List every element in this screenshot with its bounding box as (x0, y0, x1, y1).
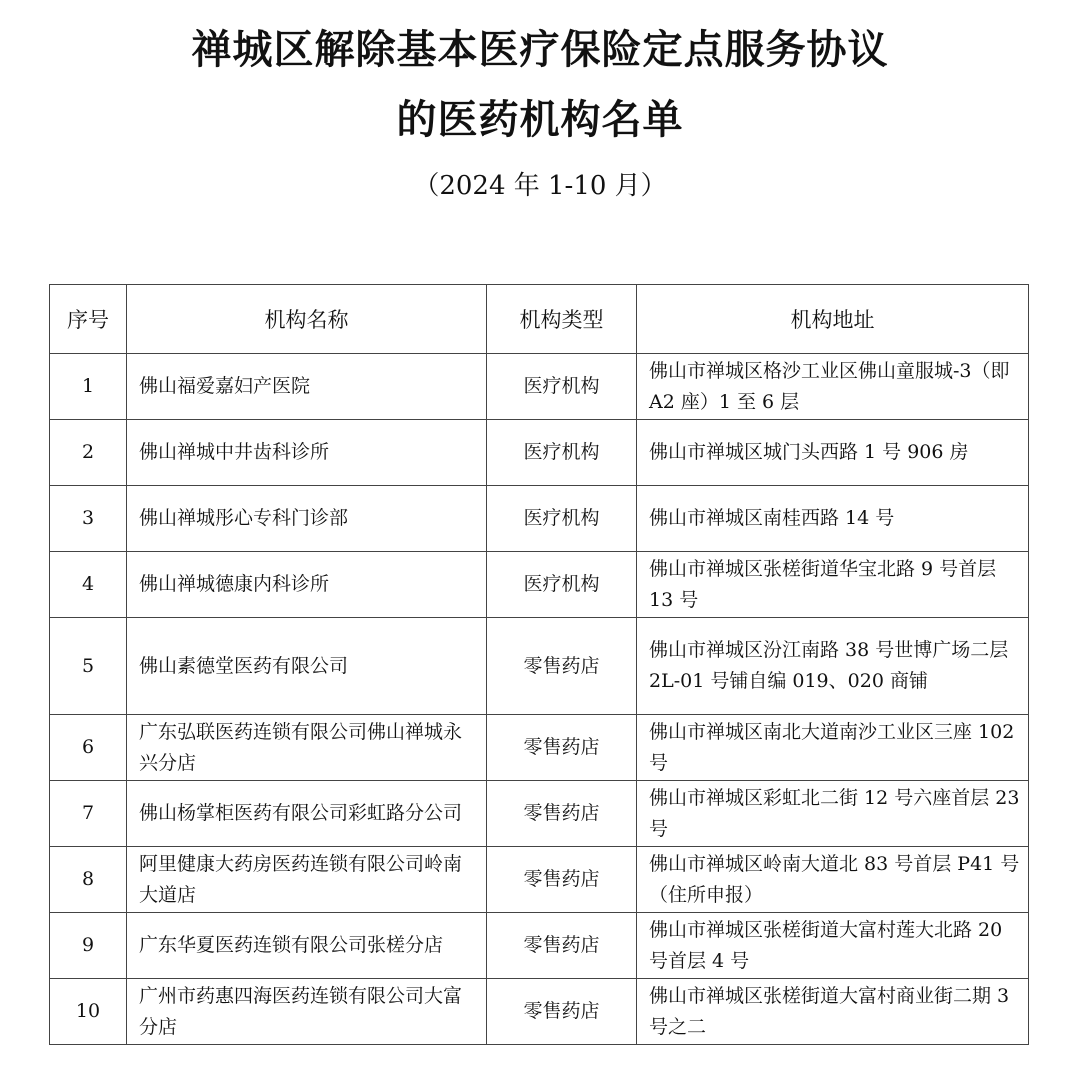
row-name: 佛山禅城中井齿科诊所 (127, 420, 487, 486)
row-address: 佛山市禅城区张槎街道大富村莲大北路 20 号首层 4 号 (637, 913, 1029, 979)
table-row (50, 552, 1029, 618)
row-name: 广东华夏医药连锁有限公司张槎分店 (127, 913, 487, 979)
row-name: 广东弘联医药连锁有限公司佛山禅城永兴分店 (127, 715, 487, 781)
table-row (50, 486, 1029, 552)
row-name: 佛山禅城彤心专科门诊部 (127, 486, 487, 552)
table-row (50, 618, 1029, 715)
table-row (50, 420, 1029, 486)
table-header-row (50, 285, 1029, 354)
row-index: 2 (50, 420, 127, 486)
header-index: 序号 (50, 285, 127, 354)
row-type: 零售药店 (487, 715, 637, 781)
row-address: 佛山市禅城区汾江南路 38 号世博广场二层 2L-01 号铺自编 019、020 商铺 (637, 618, 1029, 715)
row-index: 4 (50, 552, 127, 618)
table-row (50, 913, 1029, 979)
row-index: 1 (50, 354, 127, 420)
header-name: 机构名称 (127, 285, 487, 354)
row-name: 佛山杨掌柜医药有限公司彩虹路分公司 (127, 781, 487, 847)
document-title-line-2: 的医药机构名单 (396, 97, 684, 143)
document-date-range: （2024 年 1-10 月） (413, 171, 667, 201)
table-row (50, 979, 1029, 1045)
row-type: 零售药店 (487, 781, 637, 847)
table-row (50, 781, 1029, 847)
row-index: 6 (50, 715, 127, 781)
row-index: 9 (50, 913, 127, 979)
row-address: 佛山市禅城区张槎街道大富村商业街二期 3 号之二 (637, 979, 1029, 1045)
header-type: 机构类型 (487, 285, 637, 354)
row-name: 广州市药惠四海医药连锁有限公司大富分店 (127, 979, 487, 1045)
row-address: 佛山市禅城区南北大道南沙工业区三座 102 号 (637, 715, 1029, 781)
header-address: 机构地址 (637, 285, 1029, 354)
row-type: 医疗机构 (487, 420, 637, 486)
row-type: 零售药店 (487, 913, 637, 979)
row-type: 医疗机构 (487, 354, 637, 420)
row-index: 8 (50, 847, 127, 913)
table-row (50, 354, 1029, 420)
row-name: 阿里健康大药房医药连锁有限公司岭南大道店 (127, 847, 487, 913)
table-row (50, 847, 1029, 913)
row-address: 佛山市禅城区彩虹北二街 12 号六座首层 23 号 (637, 781, 1029, 847)
institution-table (49, 284, 1029, 1045)
row-index: 10 (50, 979, 127, 1045)
row-type: 医疗机构 (487, 486, 637, 552)
row-type: 零售药店 (487, 979, 637, 1045)
document-title-line-1: 禅城区解除基本医疗保险定点服务协议 (191, 27, 889, 73)
row-name: 佛山福爱嘉妇产医院 (127, 354, 487, 420)
row-name: 佛山禅城德康内科诊所 (127, 552, 487, 618)
row-index: 5 (50, 618, 127, 715)
row-address: 佛山市禅城区南桂西路 14 号 (637, 486, 1029, 552)
row-address: 佛山市禅城区城门头西路 1 号 906 房 (637, 420, 1029, 486)
row-name: 佛山素德堂医药有限公司 (127, 618, 487, 715)
row-index: 7 (50, 781, 127, 847)
row-index: 3 (50, 486, 127, 552)
row-address: 佛山市禅城区岭南大道北 83 号首层 P41 号（住所申报） (637, 847, 1029, 913)
row-type: 医疗机构 (487, 552, 637, 618)
row-address: 佛山市禅城区格沙工业区佛山童服城-3（即 A2 座）1 至 6 层 (637, 354, 1029, 420)
row-type: 零售药店 (487, 618, 637, 715)
row-type: 零售药店 (487, 847, 637, 913)
table-row (50, 715, 1029, 781)
row-address: 佛山市禅城区张槎街道华宝北路 9 号首层 13 号 (637, 552, 1029, 618)
